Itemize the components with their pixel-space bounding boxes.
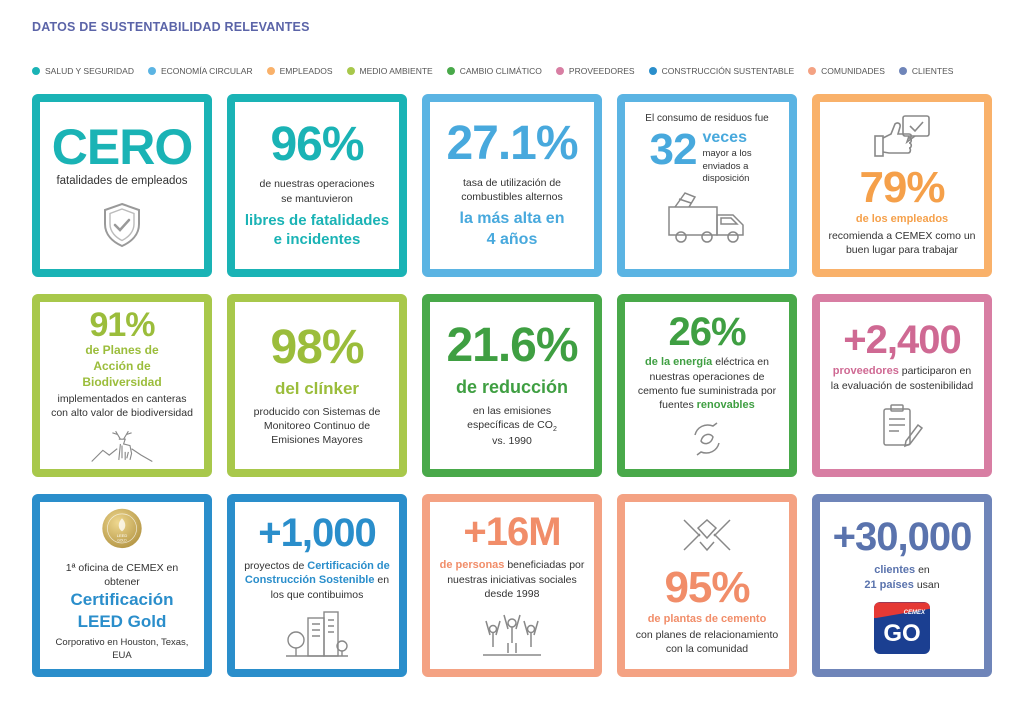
stat-text: clientes en 21 países usan bbox=[864, 563, 940, 591]
stat-value: +2,400 bbox=[843, 317, 961, 362]
card-27-combustibles bbox=[422, 94, 602, 277]
legend-item bbox=[556, 66, 635, 76]
card-leed-gold bbox=[32, 494, 212, 677]
card-21-reduccion bbox=[422, 294, 602, 477]
legend-item bbox=[347, 66, 433, 76]
stat-value: CERO bbox=[51, 118, 193, 175]
legend-label: COMUNIDADES bbox=[821, 66, 885, 76]
stat-value: 95% bbox=[664, 563, 750, 613]
legend-label: CLIENTES bbox=[911, 66, 954, 76]
stat-text: recomienda a CEMEX como un buen lugar para trabajar bbox=[828, 229, 976, 256]
legend-dot-icon bbox=[899, 67, 907, 75]
legend-dot-icon bbox=[808, 67, 816, 75]
people-cheering-icon bbox=[479, 609, 545, 659]
legend-item bbox=[447, 66, 542, 76]
cemex-go-logo-icon bbox=[874, 602, 930, 654]
legend-item bbox=[649, 66, 795, 76]
stat-highlight: Certificación LEED Gold bbox=[70, 590, 174, 632]
stat-text: de la energía eléctrica en nuestras operaciones de cemento fue suministrada por fuentes renovables bbox=[637, 355, 777, 412]
card-2400-proveedores bbox=[812, 294, 992, 477]
card-30000-clientes bbox=[812, 494, 992, 677]
svg-text:LEED: LEED bbox=[116, 533, 128, 539]
legend-item bbox=[32, 66, 134, 76]
legend-item bbox=[148, 66, 253, 76]
legend-label: SALUD Y SEGURIDAD bbox=[45, 66, 134, 76]
page-title: DATOS DE SUSTENTABILIDAD RELEVANTES bbox=[32, 20, 310, 34]
thumbs-up-icon bbox=[869, 114, 935, 160]
stat-text: proveedores participaron en la evaluación de sostenibilidad bbox=[830, 364, 974, 392]
stat-value: 79% bbox=[859, 162, 945, 212]
stat-value: 26% bbox=[668, 309, 746, 354]
stat-highlight: libres de fatalidades e incidentes bbox=[244, 211, 390, 249]
legend-dot-icon bbox=[347, 67, 355, 75]
legend-dot-icon bbox=[447, 67, 455, 75]
buildings-icon bbox=[284, 610, 350, 658]
card-96-operaciones bbox=[227, 94, 407, 277]
legend-label: CONSTRUCCIÓN SUSTENTABLE bbox=[661, 66, 795, 76]
legend-dot-icon bbox=[32, 67, 40, 75]
svg-text:GOLD: GOLD bbox=[117, 538, 127, 543]
hands-together-icon bbox=[674, 514, 740, 556]
stat-highlight: de los empleados bbox=[855, 212, 949, 225]
stat-value: 96% bbox=[270, 118, 364, 172]
card-98-clinker bbox=[227, 294, 407, 477]
stat-text: con planes de relacionamiento con la comunidad bbox=[635, 629, 779, 656]
stat-text: implementados en canteras con alto valor de biodiversidad bbox=[51, 392, 193, 419]
stat-text: 1ª oficina de CEMEX en obtener bbox=[65, 561, 179, 589]
garbage-truck-icon bbox=[661, 189, 753, 247]
stat-text: producido con Sistemas de Monitoreo Continuo de Emisiones Mayores bbox=[253, 405, 381, 447]
leed-gold-badge-icon bbox=[94, 508, 150, 549]
card-32-veces bbox=[617, 94, 797, 277]
stat-value: 27.1% bbox=[446, 117, 578, 171]
card-26-renovables bbox=[617, 294, 797, 477]
stat-highlight: veces bbox=[702, 128, 747, 146]
legend bbox=[32, 66, 953, 76]
stat-value: 91% bbox=[89, 306, 155, 344]
legend-item bbox=[267, 66, 333, 76]
go-text: GO bbox=[883, 620, 921, 648]
legend-item bbox=[808, 66, 885, 76]
stat-highlight: de reducción bbox=[455, 377, 569, 398]
card-91-biodiversidad bbox=[32, 294, 212, 477]
stat-text: tasa de utilización de combustibles alternos bbox=[461, 177, 563, 204]
clipboard-pen-icon bbox=[880, 403, 924, 451]
stat-pre-text: El consumo de residuos fue bbox=[645, 113, 769, 124]
legend-item bbox=[899, 66, 954, 76]
stat-value: 32 bbox=[649, 124, 697, 174]
stat-value: +16M bbox=[463, 509, 561, 554]
stat-text: mayor a los enviados a disposición bbox=[702, 148, 752, 184]
legend-dot-icon bbox=[556, 67, 564, 75]
card-cero-fatalidades bbox=[32, 94, 212, 277]
stat-highlight: de plantas de cemento bbox=[647, 613, 767, 626]
stat-text-2: vs. 1990 bbox=[492, 435, 532, 448]
legend-dot-icon bbox=[649, 67, 657, 75]
legend-label: ECONOMÍA CIRCULAR bbox=[160, 66, 253, 76]
legend-label: EMPLEADOS bbox=[279, 66, 333, 76]
stat-value: 98% bbox=[270, 320, 364, 374]
card-95-plantas bbox=[617, 494, 797, 677]
stat-text: fatalidades de empleados bbox=[56, 174, 188, 187]
stat-highlight: de Planes de Acción de Biodiversidad bbox=[82, 343, 162, 390]
cemex-brand-text: CEMEX bbox=[903, 610, 925, 617]
legend-dot-icon bbox=[148, 67, 156, 75]
stat-highlight: la más alta en 4 años bbox=[459, 210, 565, 249]
card-79-empleados bbox=[812, 94, 992, 277]
stat-text: proyectos de Certificación de Construcción Sostenible en los que contibuimos bbox=[244, 559, 390, 602]
shield-check-icon bbox=[100, 201, 144, 249]
stat-text-2: Corporativo en Houston, Texas, EUA bbox=[55, 637, 189, 662]
legend-dot-icon bbox=[267, 67, 275, 75]
stat-text: en las emisiones específicas de $CO_2$ bbox=[467, 404, 557, 434]
stat-value: +1,000 bbox=[258, 510, 376, 555]
stat-text: de personas beneficiadas por nuestras iniciativas sociales desde 1998 bbox=[439, 558, 585, 600]
stat-highlight: del clínker bbox=[274, 378, 360, 398]
stats-grid bbox=[32, 94, 992, 684]
card-16m-personas bbox=[422, 494, 602, 677]
legend-label: MEDIO AMBIENTE bbox=[359, 66, 433, 76]
stat-value: 21.6% bbox=[446, 319, 578, 373]
card-1000-proyectos bbox=[227, 494, 407, 677]
stat-value: +30,000 bbox=[832, 514, 972, 559]
legend-label: CAMBIO CLIMÁTICO bbox=[459, 66, 542, 76]
recycle-leaf-icon bbox=[687, 419, 727, 459]
legend-label: PROVEEDORES bbox=[568, 66, 635, 76]
stat-text: de nuestras operaciones se mantuvieron bbox=[259, 178, 375, 205]
deer-icon bbox=[82, 428, 162, 463]
